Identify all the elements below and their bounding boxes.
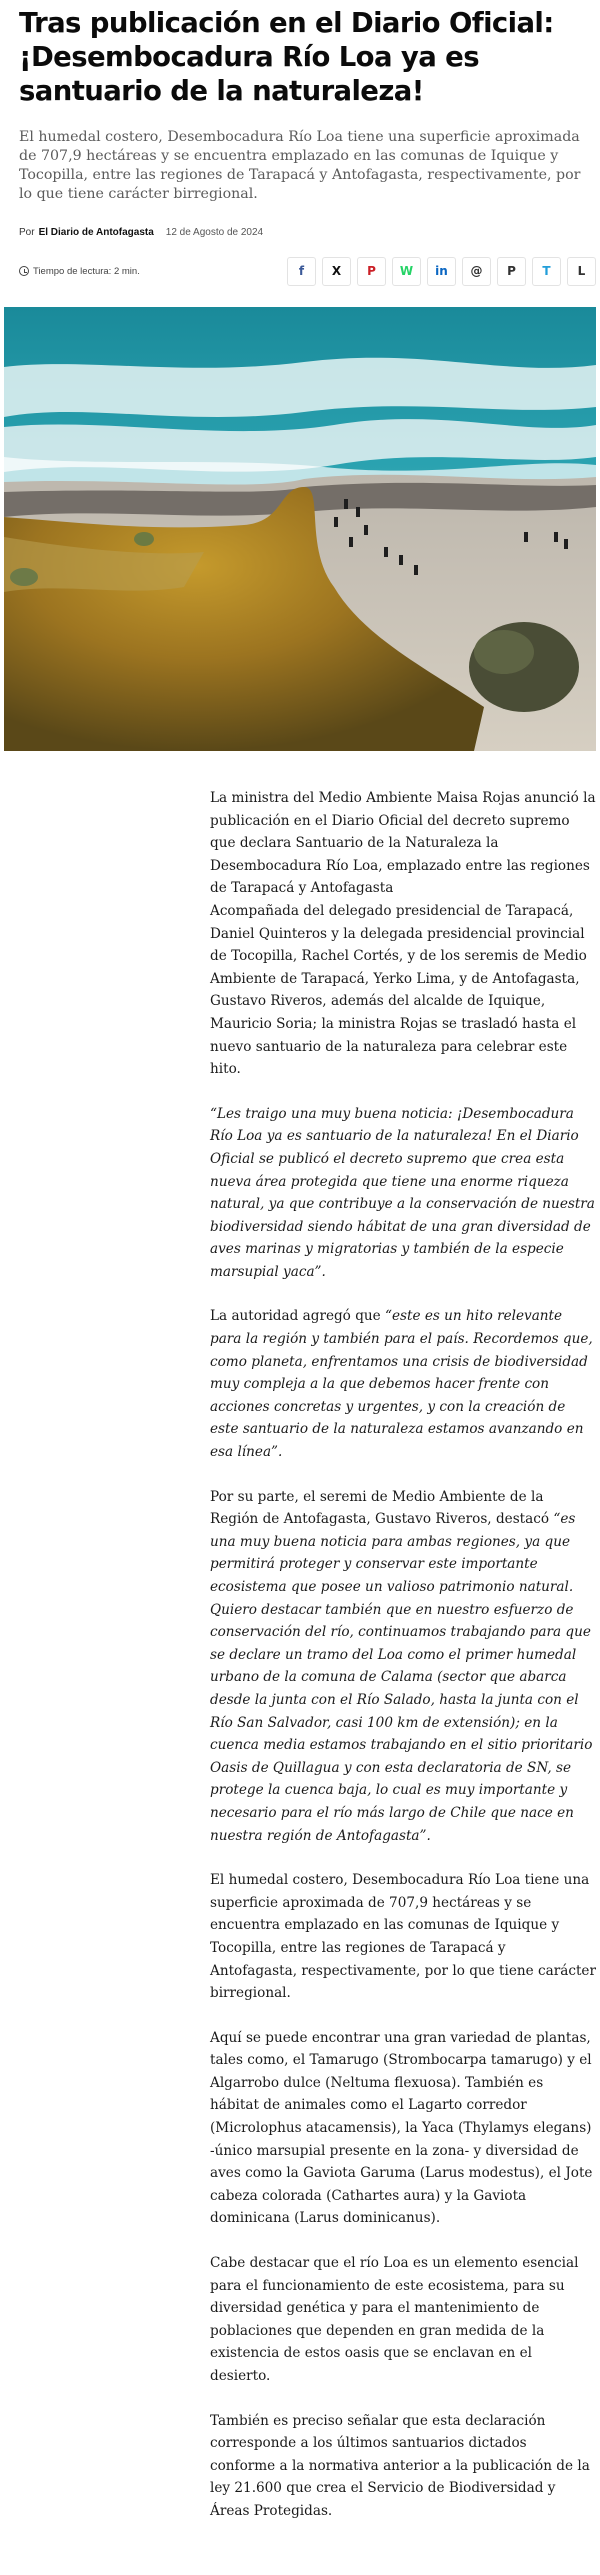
- article-headline: Tras publicación en el Diario Oficial: ¡Desembocadura Río Loa ya es santuario de la naturaleza!: [19, 7, 554, 107]
- telegram-icon: T: [542, 264, 551, 278]
- facebook-share-button[interactable]: [287, 257, 316, 286]
- paragraph-2-quote: “Les traigo una muy buena noticia: ¡Desembocadura Río Loa ya es santuario de la naturaleza! En el Diario Oficial se publicó el decreto supremo que crea esta nueva área protegida que tiene una enorme riqueza natural, ya que contribuye a la conservación de nuestra biodiversidad siendo hábitat de una gran diversidad de aves marinas y migratorias y también de la especie marsupial yaca”.: [210, 1105, 595, 1280]
- meta-row: [0, 238, 600, 288]
- paragraph-4-quote: “es una muy buena noticia para ambas regiones, ya que permitirá proteger y conservar este importante ecosistema que posee un valioso patrimonio natural. Quiero destacar también que en nuestro esfuerzo de conservación del río, continuamos trabajando para que se declare un tramo del Loa como el primer humedal urbano de la comuna de Calama (sector que abarca desde la junta con el Río Salado, hasta la junta con el Río San Salvador, casi 100 km de extensión); en la cuenca media estamos trabajando en el sitio prioritario Oasis de Quillagua y con esta declaratoria de SN, se protege la cuenca baja, lo cual es muy importante y necesario para el río más largo de Chile que nace en nuestra región de Antofagasta”.: [210, 1511, 593, 1844]
- paragraph-5: El humedal costero, Desembocadura Río Loa tiene una superficie aproximada de 707,9 hectáreas y se encuentra emplazado en las comunas de Iquique y Tocopilla, entre las regiones de Tarapacá y Antofagasta, respectivamente, por lo que tiene carácter birregional.: [210, 1872, 596, 2002]
- x-share-button[interactable]: [322, 257, 351, 286]
- paragraph-3-intro: La autoridad agregó que: [210, 1308, 381, 1325]
- whatsapp-share-button[interactable]: [392, 257, 421, 286]
- linkedin-icon: in: [435, 264, 448, 278]
- link-share-button[interactable]: [567, 257, 596, 286]
- paragraph-3: [210, 1305, 596, 1463]
- whatsapp-icon: W: [399, 264, 414, 278]
- paragraph-6: Aquí se puede encontrar una gran variedad de plantas, tales como, el Tamarugo (Strombocarpa tamarugo) y el Algarrobo dulce (Neltuma flexuosa). También es hábitat de animales como el Lagarto corredor (Microlophus atacamensis), la Yaca (Thylamys elegans) -único marsupial presente en la zona- y diversidad de aves como la Gaviota Garuma (Larus modestus), el Jote cabeza colorada (Cathartes aura) y la Gaviota dominicana (Larus dominicanus).: [210, 2029, 593, 2227]
- paragraph-2: [210, 1103, 596, 1284]
- author-link[interactable]: El Diario de Antofagasta: [38, 227, 154, 238]
- share-bar: [287, 257, 596, 286]
- paragraph-1: [210, 787, 596, 1081]
- publish-date: 12 de Agosto de 2024: [165, 227, 264, 238]
- paragraph-1-line-1: La ministra del Medio Ambiente Maisa Rojas anunció la publicación en el Diario Oficial del decreto supremo que declara Santuario de la Naturaleza la Desembocadura Río Loa, emplazado entre las regiones de Tarapacá y Antofagasta: [210, 790, 596, 897]
- article-body: [0, 751, 600, 2575]
- hero-image: [4, 307, 596, 751]
- print-share-button[interactable]: [497, 257, 526, 286]
- paragraph-3-quote: “este es un hito relevante para la región y también para el país. Recordemos que, como planeta, enfrentamos una crisis de biodiversidad muy compleja a la que debemos hacer frente con acciones concretas y urgentes, y con la creación de este santuario de la naturaleza estamos avanzando en esa línea”.: [210, 1308, 593, 1461]
- email-share-button[interactable]: [462, 257, 491, 286]
- facebook-icon: f: [298, 264, 305, 278]
- email-icon: @: [470, 264, 483, 278]
- x-icon: X: [331, 264, 342, 278]
- paragraph-4-intro: Por su parte, el seremi de Medio Ambiente de la Región de Antofagasta, Gustavo Riveros, destacó: [210, 1488, 550, 1528]
- byline: [0, 204, 600, 238]
- linkedin-share-button[interactable]: [427, 257, 456, 286]
- by-label: Por: [19, 227, 35, 238]
- pinterest-icon: P: [367, 264, 376, 278]
- paragraph-8: También es preciso señalar que esta declaración corresponde a los últimos santuarios dictados conforme a la normativa anterior a la publicación de la ley 21.600 que crea el Servicio de Biodiversidad y Áreas Protegidas.: [210, 2412, 590, 2519]
- paragraph-1-line-2: Acompañada del delegado presidencial de Tarapacá, Daniel Quinteros y la delegada presidencial provincial de Tocopilla, Rachel Cortés, y de los seremis de Medio Ambiente de Tarapacá, Yerko Lima, y de Antofagasta, Gustavo Riveros, además del alcalde de Iquique, Mauricio Soria; la ministra Rojas se trasladó hasta el nuevo santuario de la naturaleza para celebrar este hito.: [210, 902, 587, 1078]
- paragraph-7: Cabe destacar que el río Loa es un elemento esencial para el funcionamiento de este ecosistema, para su diversidad genética y para el mantenimiento de poblaciones que dependen en gran medida de la existencia de estos oasis que se enclavan en el desierto.: [210, 2255, 579, 2384]
- telegram-share-button[interactable]: [532, 257, 561, 286]
- article-lead: El humedal costero, Desembocadura Río Loa tiene una superficie aproximada de 707,9 hectáreas y se encuentra emplazado en las comunas de Iquique y Tocopilla, entre las regiones de Tarapacá y Antofagasta, respectivamente, por lo que tiene carácter birregional.: [19, 129, 581, 202]
- read-time-label: Tiempo de lectura: 2 min.: [33, 265, 140, 277]
- link-icon: L: [577, 264, 586, 278]
- paragraph-4: [210, 1486, 596, 1848]
- clock-icon: [19, 266, 29, 276]
- read-time: [19, 266, 140, 277]
- print-icon: P: [507, 264, 516, 278]
- pinterest-share-button[interactable]: [357, 257, 386, 286]
